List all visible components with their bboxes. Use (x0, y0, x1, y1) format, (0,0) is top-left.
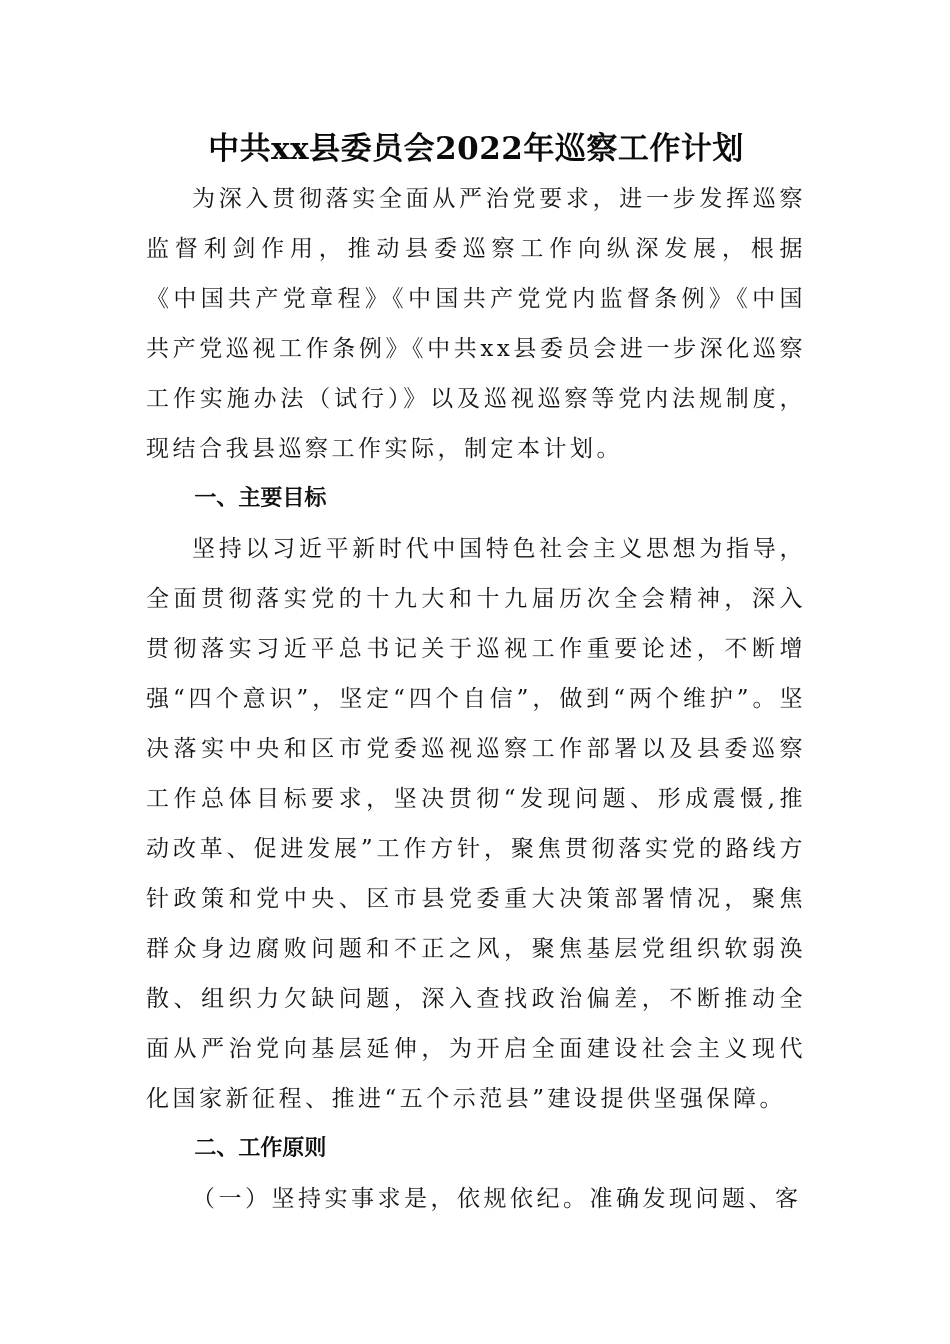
intro-paragraph: 为深入贯彻落实全面从严治党要求，进一步发挥巡察监督利剑作用，推动县委巡察工作向纵深发展，根据《中国共产党章程》《中国共产党党内监督条例》《中国共产党巡视工作条例》《中共xx县委员会进一步深化巡察工作实施办法（试行）》以及巡视巡察等党内法规制度，现结合我县巡察工作实际，制定本计划。 (146, 186, 806, 462)
document-body (146, 124, 806, 1224)
main-goals-paragraph: 坚持以习近平新时代中国特色社会主义思想为指导，全面贯彻落实党的十九大和十九届历次全会精神，深入贯彻落实习近平总书记关于巡视工作重要论述，不断增强“四个意识”，坚定“四个自信”，做到“两个维护”。坚决落实中央和区市党委巡视巡察工作部署以及县委巡察工作总体目标要求，坚决贯彻“发现问题、形成震慑,推动改革、促进发展”工作方针，聚焦贯彻落实党的路线方针政策和党中央、区市县党委重大决策部署情况，聚焦群众身边腐败问题和不正之风，聚焦基层党组织软弱涣散、组织力欠缺问题，深入查找政治偏差，不断推动全面从严治党向基层延伸，为开启全面建设社会主义现代化国家新征程、推进“五个示范县”建设提供坚强保障。 (146, 536, 806, 1112)
section-heading-work-principles: 二、工作原则 (194, 1136, 327, 1161)
work-principles-item-1: （一）坚持实事求是，依规依纪。准确发现问题、客 (192, 1186, 802, 1212)
section-heading-main-goals: 一、主要目标 (194, 486, 327, 511)
document-title: 中共xx县委员会2022年巡察工作计划 (208, 131, 744, 167)
